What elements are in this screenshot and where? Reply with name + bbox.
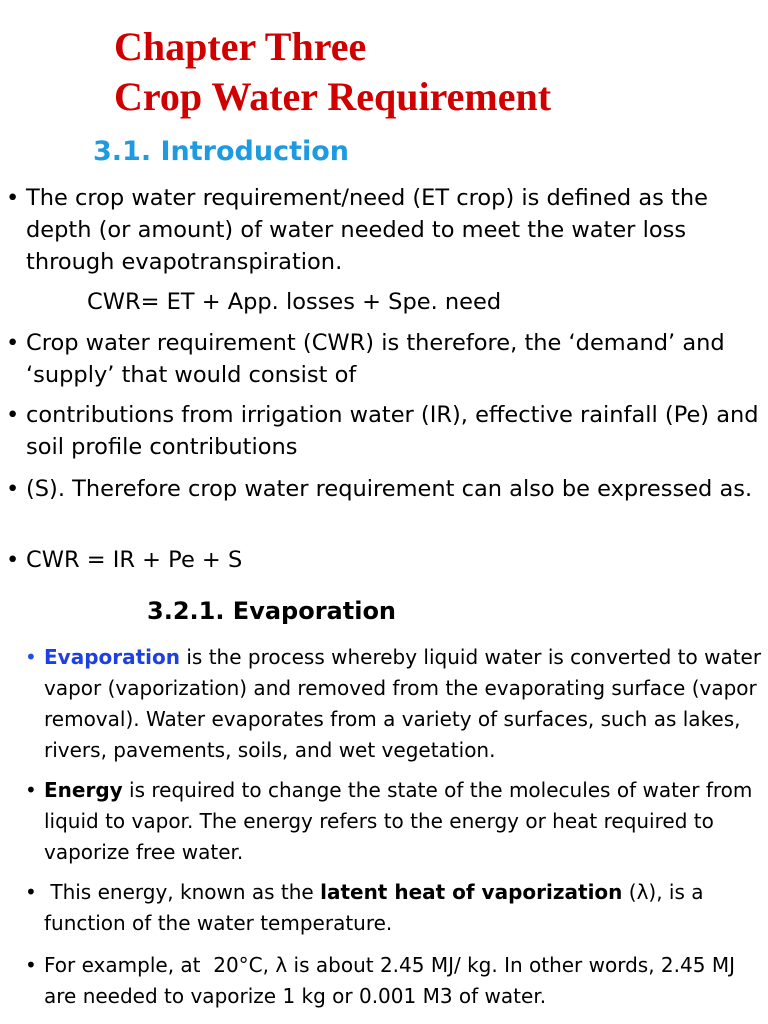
evap-bullet-1-text [44,642,768,766]
bullet-dot: • [6,185,20,211]
evap-bullet-3-rest: (λ), is a function of the water temperature. [44,880,710,935]
intro-bullet-1 [0,182,768,278]
chapter-title-line1: Chapter Three [114,24,367,69]
bullet-dot: • [6,547,20,573]
term-evaporation: Evaporation [44,645,181,669]
intro-bullet-2 [0,327,768,391]
intro-bullet-3 [0,399,768,463]
term-energy: Energy [44,778,123,802]
evap-bullet-1 [0,642,768,766]
evap-bullet-3 [0,877,768,939]
intro-bullet-3-text: contributions from irrigation water (IR), effective rainfall (Pe) and soil profile contributions [26,402,759,460]
intro-bullet-2-text: Crop water requirement (CWR) is therefore, the ‘demand’ and ‘supply’ that would consist of [26,330,725,388]
bullet-dot: • [25,953,37,977]
intro-bullet-5-text: CWR = IR + Pe + S [26,547,243,573]
intro-bullet-4 [0,473,768,505]
chapter-title-line2: Crop Water Requirement [114,74,552,119]
bullet-dot: • [6,330,20,356]
chapter-title [114,22,551,122]
cwr-formula: CWR= ET + App. losses + Spe. need [87,289,502,315]
evap-bullet-3-pre: This energy, known as the [44,880,321,904]
evap-bullet-2-text [44,775,768,868]
bullet-dot: • [25,645,37,669]
bullet-dot: • [6,402,20,428]
evap-bullet-1-rest: is the process whereby liquid water is converted to water vapor (vaporization) and removed from the evaporating surface (vapor removal). Water evaporates from a variety of surfaces, such as lakes, rivers, pavements, soils, and wet vegetation. [44,645,762,762]
term-latent-heat: latent heat of vaporization [320,880,623,904]
bullet-dot: • [6,476,20,502]
bullet-dot: • [25,778,37,802]
evap-bullet-4-text: For example, at 20°C, λ is about 2.45 MJ/ kg. In other words, 2.45 MJ are needed to vaporize 1 kg or 0.001 M3 of water. [44,953,742,1008]
intro-bullet-4-text: (S). Therefore crop water requirement can also be expressed as. [26,476,753,502]
evap-bullet-4 [0,950,768,1012]
evap-bullet-2 [0,775,768,868]
evap-bullet-3-text [44,877,768,939]
intro-bullet-5 [0,544,768,576]
evap-bullet-2-rest: is required to change the state of the molecules of water from liquid to vapor. The energy refers to the energy or heat required to vaporize free water. [44,778,753,864]
bullet-dot: • [25,880,37,904]
intro-bullet-1-text: The crop water requirement/need (ET crop) is defined as the depth (or amount) of water needed to meet the water loss through evapotranspiration. [26,185,708,275]
subsection-heading: 3.2.1. Evaporation [147,597,397,625]
section-heading: 3.1. Introduction [93,136,350,167]
